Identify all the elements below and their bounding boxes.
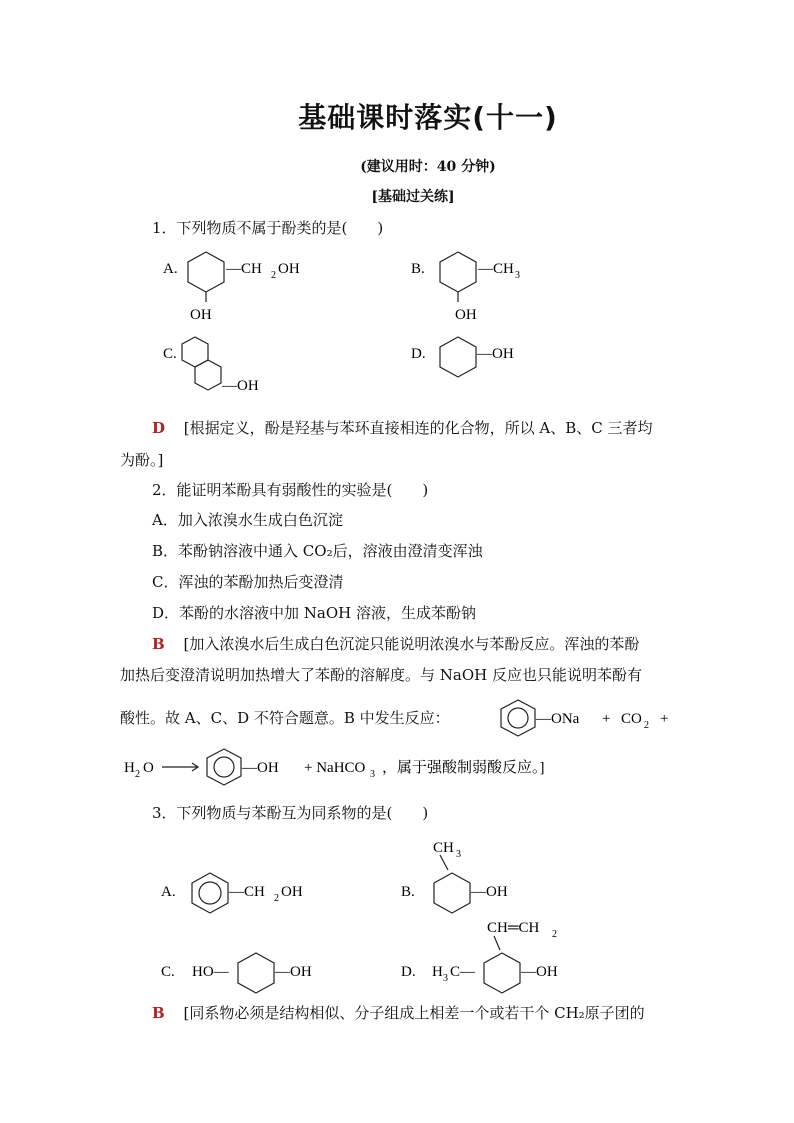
- q2-explanation-line2: 加热后变澄清说明加热增大了苯酚的溶解度。与 NaOH 反应也只能说明苯酚有: [120, 666, 642, 684]
- q2-co: CO: [621, 711, 642, 727]
- q1-c-naphthalene-ring-2: [195, 360, 221, 390]
- q3-c-label: C.: [161, 964, 175, 980]
- q2-plus2: +: [660, 711, 669, 727]
- q2-h-num: 2: [135, 769, 140, 780]
- q2-option-d: D．苯酚的水溶液中加 NaOH 溶液，生成苯酚钠: [152, 604, 477, 622]
- q2-h: H: [124, 760, 135, 776]
- q3-c-benzene-ring: [238, 953, 274, 993]
- q2-o: O: [143, 760, 154, 776]
- q1-explanation-line1: [152, 418, 653, 438]
- q3-answer: B: [152, 1004, 165, 1022]
- q3-d-left-num: 3: [443, 973, 448, 984]
- q3-d-oh: —OH: [521, 964, 558, 980]
- q1-b-oh: OH: [455, 307, 477, 323]
- q1-stem: 1．下列物质不属于酚类的是( ): [152, 219, 384, 237]
- q3-explanation-line1: [152, 1003, 645, 1023]
- q2-exp-tail: ，属于强酸制弱酸反应。]: [382, 760, 545, 776]
- q2-phenol-ring: [207, 749, 241, 785]
- q1-a-benzene-ring: [188, 252, 224, 292]
- q1-answer: D: [152, 419, 166, 437]
- q2-answer: B: [152, 635, 165, 653]
- q1-c-label: C.: [163, 346, 177, 362]
- q3-d-left: H: [432, 964, 443, 980]
- q1-a-label: A.: [163, 261, 178, 277]
- q3-b-benzene-ring: [434, 873, 470, 913]
- q2-nahco: + NaHCO: [304, 760, 366, 776]
- q1-exp-text1: [根据定义，酚是羟基与苯环直接相连的化合物，所以 A、B、C 三者均: [183, 419, 653, 437]
- q3-a-benzene-ring: [192, 873, 228, 913]
- q3-d-benzene-ring: [484, 953, 520, 993]
- q2-ona: —ONa: [536, 711, 580, 727]
- q2-stem: 2．能证明苯酚具有弱酸性的实验是( ): [152, 481, 429, 499]
- q2-option-b: B．苯酚钠溶液中通入 CO₂后，溶液由澄清变浑浊: [152, 542, 483, 560]
- q1-d-cyclohexane-ring: [440, 337, 476, 377]
- q3-stem: 3．下列物质与苯酚互为同系物的是( ): [152, 804, 429, 822]
- q3-a-sub-num: 2: [274, 893, 279, 904]
- q2-explanation-line1: [152, 634, 639, 654]
- q1-a-sub: —CH: [226, 261, 262, 277]
- q2-plus1: +: [602, 711, 611, 727]
- q2-option-a: A．加入浓溴水生成白色沉淀: [152, 511, 343, 529]
- q1-d-oh: —OH: [477, 346, 514, 362]
- q2-co-num: 2: [644, 720, 649, 731]
- q3-a-label: A.: [161, 884, 176, 900]
- q1-a-sub-num: 2: [271, 270, 276, 281]
- q3-a-sub-tail: OH: [281, 884, 303, 900]
- q2-oh: —OH: [242, 760, 279, 776]
- q2-exp-text1: [加入浓溴水后生成白色沉淀只能说明浓溴水与苯酚反应。浑浊的苯酚: [183, 635, 640, 653]
- q3-a-sub: —CH: [229, 884, 265, 900]
- q3-b-top: CH: [433, 840, 454, 856]
- q2-equation-part2: [120, 745, 590, 789]
- q1-d-label: D.: [411, 346, 426, 362]
- section-heading: [基础过关练]: [371, 189, 455, 205]
- q2-equation-part1: [490, 696, 690, 740]
- q3-d-top-num: 2: [552, 929, 557, 940]
- q1-b-sub-num: 3: [515, 270, 520, 281]
- q1-b-sub: —CH: [478, 261, 514, 277]
- q2-explanation-line3: 酸性。故 A、C、D 不符合题意。B 中发生反应：: [120, 709, 450, 727]
- q1-a-sub-tail: OH: [278, 261, 300, 277]
- q3-b-label: B.: [401, 884, 415, 900]
- q1-b-benzene-ring: [440, 252, 476, 292]
- q3-b-top-num: 3: [456, 849, 461, 860]
- q2-phenoxide-ring: [501, 700, 535, 736]
- q3-d-top: CH═CH: [487, 920, 540, 936]
- q3-b-oh: —OH: [471, 884, 508, 900]
- q1-c-oh: —OH: [222, 378, 259, 394]
- q3-c-left: HO—: [192, 964, 229, 980]
- q1-a-oh: OH: [190, 307, 212, 323]
- q3-c-oh: —OH: [275, 964, 312, 980]
- q1-b-label: B.: [411, 261, 425, 277]
- page-title: 基础课时落实(十一): [298, 101, 558, 134]
- q1-explanation-line2: 为酚。]: [120, 451, 164, 469]
- q3-structures: [150, 830, 600, 995]
- q3-exp-text1: [同系物必须是结构相似、分子组成上相差一个或若干个 CH₂原子团的: [183, 1004, 645, 1022]
- q3-d-label: D.: [401, 964, 416, 980]
- time-note: (建议用时：40 分钟): [360, 159, 496, 175]
- q2-option-c: C．浑浊的苯酚加热后变澄清: [152, 573, 344, 591]
- q3-d-left-tail: C—: [450, 964, 476, 980]
- q1-structures: [150, 240, 550, 400]
- q2-nahco-num: 3: [370, 769, 375, 780]
